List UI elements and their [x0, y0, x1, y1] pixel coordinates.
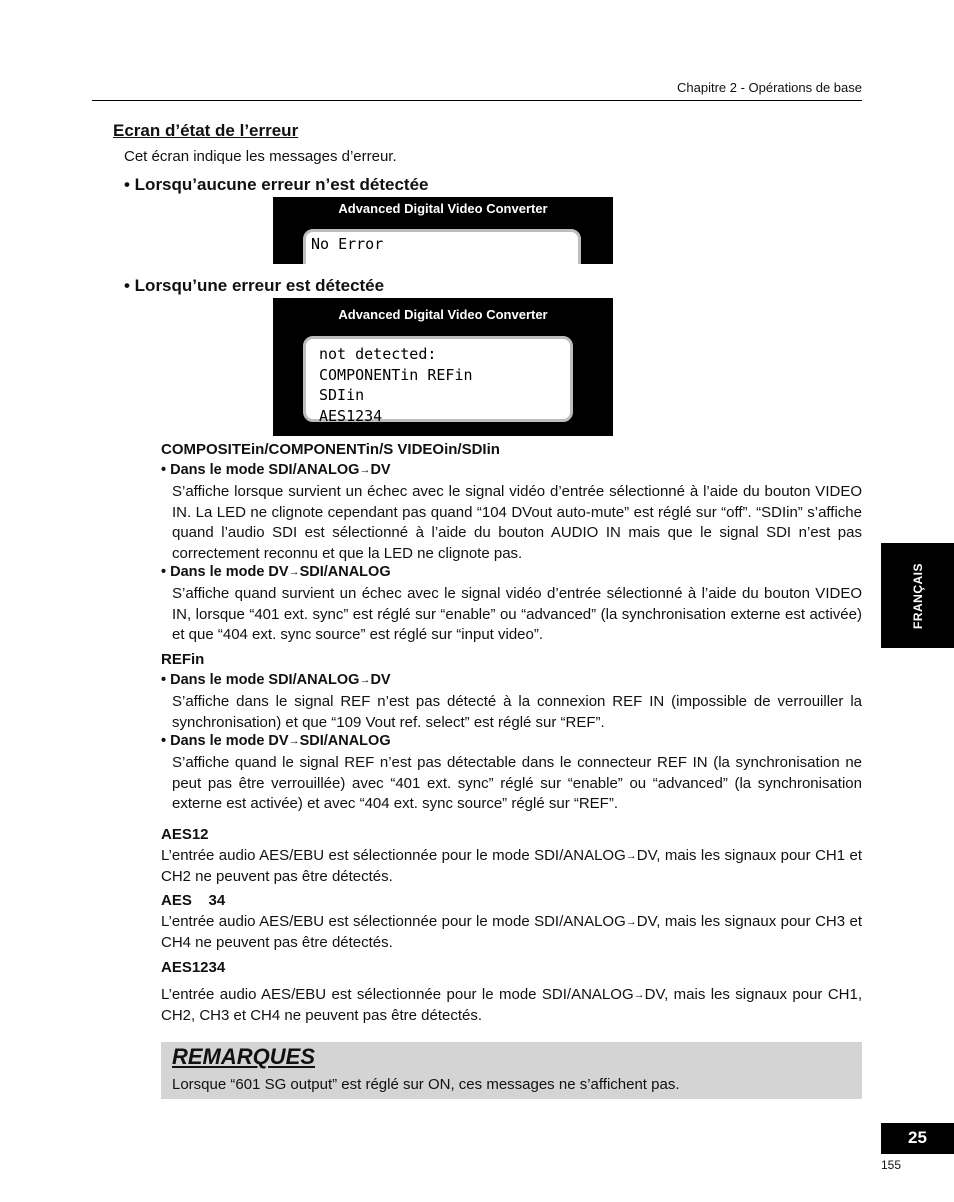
- no-error-heading: • Lorsqu’aucune erreur n’est détectée: [124, 175, 429, 194]
- text-part: L’entrée audio AES/EBU est sélectionnée pour le mode SDI/ANALOG: [161, 913, 626, 930]
- refin-text-2: S’affiche quand le signal REF n’est pas détectable dans le connecteur REF IN (la synchronisation ne peut pas être verrouillée) avec “401 ext. sync” réglé sur “enable” ou “advanced” (la synchronisation externe est activée) et avec “404 ext. sync source” réglé sur “REF”.: [172, 754, 862, 812]
- text-part: DV, mais les signaux pour CH1, CH2, CH3 et CH4 ne peuvent pas être détectés.: [161, 986, 862, 1024]
- aes34-text: [161, 912, 862, 953]
- lcd-display: [303, 229, 581, 264]
- mode-text: • Dans le mode DV: [161, 564, 289, 580]
- error-heading: • Lorsqu’une erreur est détectée: [124, 276, 385, 295]
- text-part: DV, mais les signaux pour CH1 et CH2 ne peuvent pas être détectés.: [161, 847, 862, 885]
- chapter-header: Chapitre 2 - Opérations de base: [677, 80, 862, 95]
- refin-title: REFin: [161, 651, 205, 668]
- mode-text: DV: [370, 462, 391, 478]
- mode-text: • Dans le mode DV: [161, 733, 289, 749]
- arrow-icon: →: [288, 735, 300, 747]
- lcd-line: No Error: [311, 235, 384, 253]
- lcd-display: [303, 336, 573, 425]
- arrow-icon: →: [625, 916, 637, 928]
- screen-title: Advanced Digital Video Converter: [338, 307, 548, 322]
- mode-label: [161, 564, 391, 580]
- composite-text-2: S’affiche quand survient un échec avec le signal vidéo d’entrée sélectionné à l’aide du bouton VIDEO IN, lorsque “401 ext. sync” est réglé sur “enable” ou “advanced” (la synchronisation externe est activée) et que “404 ext. sync source” est réglé sur “input video”.: [172, 585, 862, 643]
- mode-text: SDI/ANALOG: [299, 733, 391, 749]
- lcd-line: COMPONENTin REFin: [319, 365, 473, 384]
- lcd-line: SDIin: [319, 386, 365, 404]
- lcd-line: AES1234: [319, 406, 383, 425]
- aes12-text: [161, 846, 862, 887]
- refin-text-1: S’affiche dans le signal REF n’est pas détecté à la connexion REF IN (impossible de verrouiller la synchronisation) et que “109 Vout ref. select” est réglé sur “REF”.: [172, 693, 862, 731]
- language-tab-label: FRANÇAIS: [910, 562, 925, 629]
- arrow-icon: →: [359, 674, 371, 686]
- mode-label: [161, 733, 391, 749]
- header-rule: [92, 100, 862, 101]
- composite-title: COMPOSITEin/COMPONENTin/S VIDEOin/SDIin: [161, 441, 500, 458]
- mode-text: • Dans le mode SDI/ANALOG: [161, 672, 360, 688]
- aes1234-title: AES1234: [161, 959, 226, 976]
- remarques-title: REMARQUES: [172, 1044, 316, 1069]
- text-part: L’entrée audio AES/EBU est sélectionnée pour le mode SDI/ANALOG: [161, 847, 626, 864]
- text-part: DV, mais les signaux pour CH3 et CH4 ne peuvent pas être détectés.: [161, 913, 862, 951]
- section-intro: Cet écran indique les messages d’erreur.: [124, 148, 397, 165]
- composite-text-1: S’affiche lorsque survient un échec avec le signal vidéo d’entrée sélectionné à l’aide du bouton VIDEO IN. La LED ne clignote cependant pas quand “104 DVout auto-mute” est réglé sur “off”. “SDIin” s’affiche quand l’audio SDI est sélectionné à l’aide du bouton AUDIO IN mais que le signal SDI n’est pas correctement reconnu et que la LED ne clignote pas.: [172, 483, 862, 562]
- arrow-icon: →: [359, 464, 371, 476]
- mode-label: [161, 462, 391, 478]
- page-number: 25: [908, 1128, 927, 1147]
- mode-text: SDI/ANALOG: [299, 564, 391, 580]
- section-title: Ecran d’état de l’erreur: [113, 121, 299, 140]
- mode-text: DV: [370, 672, 391, 688]
- arrow-icon: →: [625, 850, 637, 862]
- remarques-text: Lorsque “601 SG output” est réglé sur ON, ces messages ne s’affichent pas.: [172, 1076, 680, 1093]
- mode-text: • Dans le mode SDI/ANALOG: [161, 462, 360, 478]
- total-page-number: 155: [881, 1158, 902, 1172]
- language-tab: [881, 543, 954, 648]
- screen-title: Advanced Digital Video Converter: [338, 201, 548, 216]
- aes12-title: AES12: [161, 826, 209, 843]
- no-error-screen: [273, 197, 613, 264]
- mode-label: [161, 672, 391, 688]
- arrow-icon: →: [288, 566, 300, 578]
- error-screen: [273, 298, 613, 436]
- arrow-icon: →: [633, 989, 645, 1001]
- page-number-box: [881, 1123, 954, 1154]
- aes34-title: AES 34: [161, 892, 226, 909]
- text-part: L’entrée audio AES/EBU est sélectionnée pour le mode SDI/ANALOG: [161, 986, 634, 1003]
- aes1234-text: [161, 985, 862, 1026]
- lcd-line: not detected:: [319, 345, 437, 363]
